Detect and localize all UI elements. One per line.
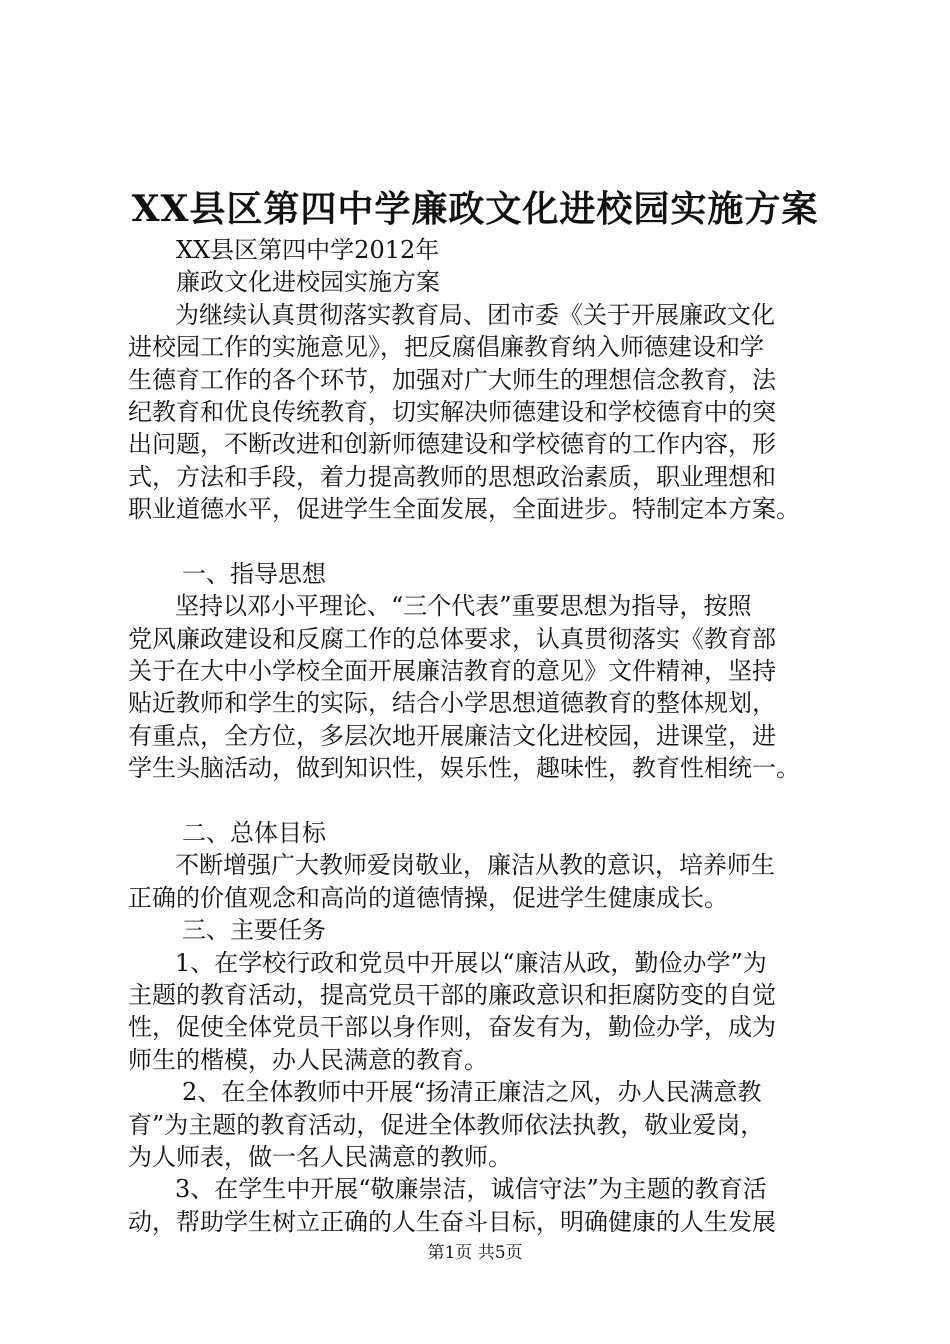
paragraph-line: 生德育工作的各个环节，加强对广大师生的理想信念教育，法	[128, 365, 776, 394]
list-item-line: 育”为主题的教育活动，促进全体教师依法执教，敬业爱岗，	[128, 1110, 765, 1139]
section-heading: 一、指导思想	[182, 559, 326, 588]
list-item-line: 3、在学生中开展“敬廉崇洁，诚信守法”为主题的教育活	[175, 1175, 767, 1204]
list-item-line: 1、在学校行政和党员中开展以“廉洁从政，勤俭办学”为	[175, 948, 767, 977]
paragraph-line: 党风廉政建设和反腐工作的总体要求，认真贯彻落实《教育部	[128, 624, 776, 653]
subtitle-line: XX县区第四中学2012年	[176, 236, 440, 264]
paragraph-line: 正确的价值观念和高尚的道德情操，促进学生健康成长。	[128, 883, 728, 912]
paragraph-line: 学生头脑活动，做到知识性，娱乐性，趣味性，教育性相统一。	[128, 754, 800, 783]
list-item-line: 主题的教育活动，提高党员干部的廉政意识和拒腐防变的自觉	[128, 980, 776, 1009]
section-heading: 二、总体目标	[182, 819, 326, 848]
list-item-line: 2、在全体教师中开展“扬清正廉洁之风，办人民满意教	[182, 1078, 762, 1107]
list-item-line: 师生的楷模，办人民满意的教育。	[128, 1045, 488, 1074]
document-title: XX县区第四中学廉政文化进校园实施方案	[131, 188, 819, 230]
subtitle-line: 廉政文化进校园实施方案	[176, 268, 440, 297]
paragraph-line: 不断增强广大教师爱岗敬业，廉洁从教的意识，培养师生	[175, 851, 775, 880]
section-heading: 三、主要任务	[182, 916, 326, 945]
paragraph-line: 关于在大中小学校全面开展廉洁教育的意见》文件精神，坚持	[128, 657, 776, 686]
paragraph-line: 进校园工作的实施意见》，把反腐倡廉教育纳入师德建设和学	[128, 333, 764, 362]
paragraph-gap	[128, 526, 833, 558]
page-number-footer: 第1页 共5页	[427, 1243, 523, 1263]
paragraph-line: 为继续认真贯彻落实教育局、团市委《关于开展廉政文化	[175, 300, 775, 329]
document-body	[128, 234, 833, 1238]
paragraph-gap	[128, 785, 833, 817]
paragraph-line: 职业道德水平，促进学生全面发展，全面进步。特制定本方案。	[128, 495, 800, 524]
paragraph-line: 出问题，不断改进和创新师德建设和学校德育的工作内容，形	[128, 430, 776, 459]
paragraph-line: 有重点，全方位，多层次地开展廉洁文化进校园，进课堂，进	[128, 721, 776, 750]
list-item-line: 性，促使全体党员干部以身作则，奋发有为，勤俭办学，成为	[128, 1013, 776, 1042]
paragraph-line: 纪教育和优良传统教育，切实解决师德建设和学校德育中的突	[128, 397, 776, 426]
paragraph-line: 坚持以邓小平理论、“三个代表”重要思想为指导，按照	[175, 592, 752, 621]
list-item-line: 为人师表，做一名人民满意的教师。	[128, 1142, 512, 1171]
list-item-line: 动，帮助学生树立正确的人生奋斗目标，明确健康的人生发展	[128, 1207, 776, 1236]
paragraph-line: 贴近教师和学生的实际，结合小学思想道德教育的整体规划，	[128, 689, 776, 718]
paragraph-line: 式，方法和手段，着力提高教师的思想政治素质，职业理想和	[128, 462, 776, 491]
